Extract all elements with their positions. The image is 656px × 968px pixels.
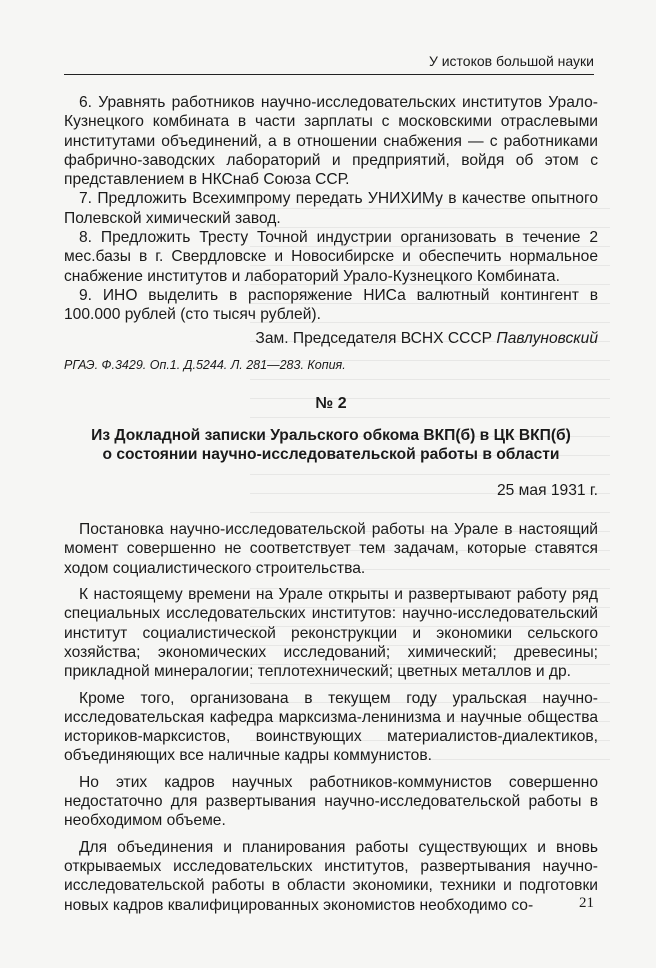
doc2-paragraph-2: К настоящему времени на Урале открыты и развертывают работу ряд специальных исследовательских институтов: научно-исследовательский институт социалистической реконструкции и экономики сельского хозяйства; экономических исследований; химический; древесины; прикладной минералогии; теплотехнический; цветных металлов и др.: [64, 586, 598, 681]
doc1-item-7: 7. Предложить Всехимпрому передать УНИХИМу в качестве опытного Полевской химический завод.: [64, 190, 598, 227]
signature-role: Зам. Председателя ВСНХ СССР: [255, 329, 497, 347]
doc2-paragraph-4: Но этих кадров научных работников-коммунистов совершенно недостаточно для развертывания научно-исследовательской работы в необходимом объеме.: [64, 773, 598, 830]
document-title-line1: Из Докладной записки Уральского обкома ВКП(б) в ЦК ВКП(б): [91, 426, 571, 444]
doc1-item-6: 6. Уравнять работников научно-исследовательских институтов Урало-Кузнецкого комбината в части зарплаты с московскими отраслевыми институтами объединений, а в отношении снабжения — с работниками фабрично-заводских лабораторий и предприятий, войдя об этом с представлением в НКСнаб Союза ССР.: [64, 94, 598, 189]
page-content: [64, 93, 598, 922]
running-header: [64, 50, 594, 75]
doc2-paragraph-5: Для объединения и планирования работы существующих и вновь открываемых исследовательских институтов, развертывания научно-исследовательской работы в области экономики, техники и подготовки новых кадров квалифицированных экономистов необходимо со-: [64, 838, 598, 914]
archive-source: РГАЭ. Ф.3429. Оп.1. Д.5244. Л. 281—283. Копия.: [64, 357, 346, 372]
page-number: 21: [579, 895, 594, 911]
doc2-paragraph-3: Кроме того, организована в текущем году уральская научно-исследовательская кафедра марксизма-ленинизма и научные общества историков-марксистов, воинствующих материалистов-диалектиков, объединяющих все наличные кадры коммунистов.: [64, 689, 598, 765]
doc1-item-8: 8. Предложить Тресту Точной индустрии организовать в течение 2 мес.базы в г. Свердловске и Новосибирске и обеспечить нормальное снабжение институтов и лабораторий Урало-Кузнецкого Комбината.: [64, 229, 598, 285]
document-title-line2: о состоянии научно-исследовательской работы в области: [102, 446, 560, 464]
doc1-item-9: 9. ИНО выделить в распоряжение НИСа валютный контингент в 100.000 рублей (сто тысяч рублей).: [64, 286, 598, 324]
doc1-signature: [64, 329, 598, 348]
signature-name: Павлуновский: [496, 329, 598, 347]
doc2-paragraph-1: Постановка научно-исследовательской работы на Урале в настоящий момент совершенно не соответствует тем задачам, которые ставятся ходом социалистического строительства.: [64, 521, 598, 577]
document-date: 25 мая 1931 г.: [497, 481, 598, 499]
document-number: № 2: [315, 394, 347, 412]
running-title: У истоков большой науки: [428, 53, 594, 69]
